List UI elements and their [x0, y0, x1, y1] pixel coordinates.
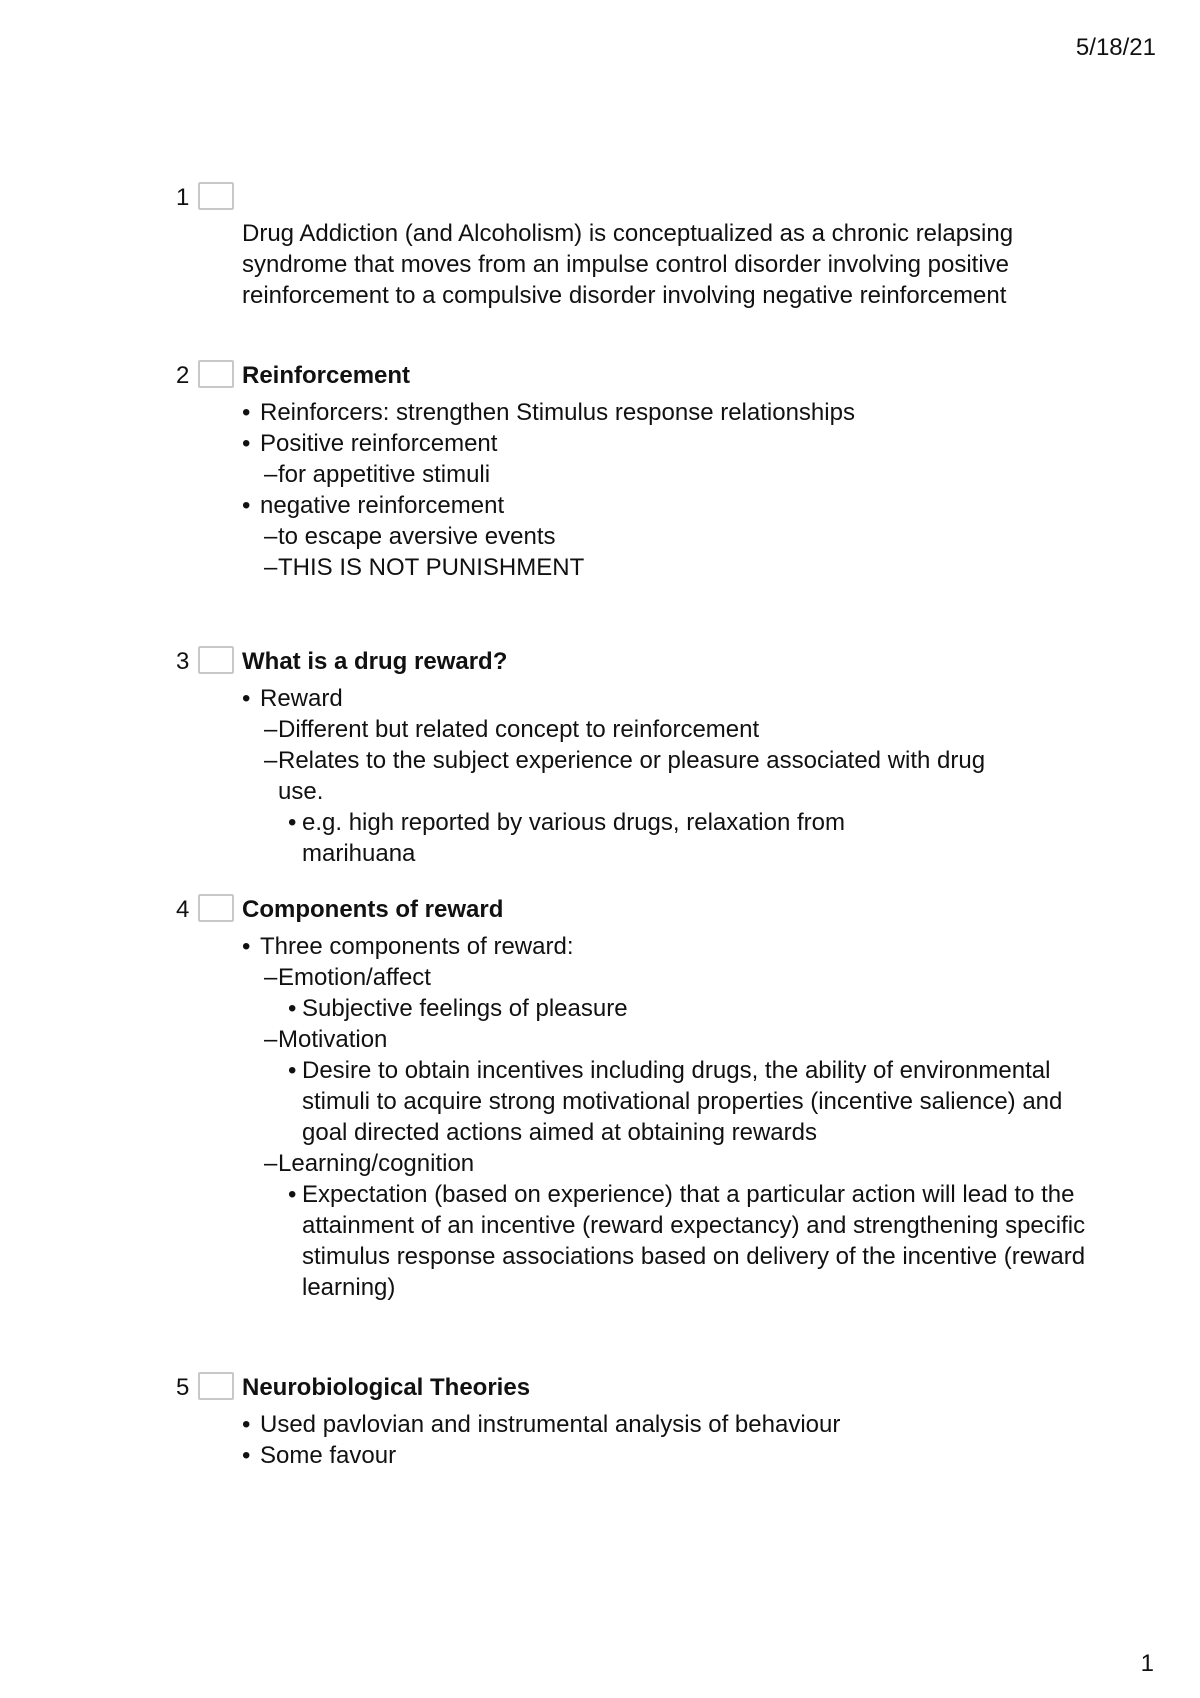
slide-title: Reinforcement: [242, 362, 411, 389]
bullet-item: • Some favour: [242, 1440, 1062, 1471]
slide-thumbnail-checkbox[interactable]: [198, 1372, 234, 1400]
slide-number: 3: [176, 648, 190, 675]
slide-content: [242, 894, 1086, 1303]
slide-title: Components of reward: [242, 896, 504, 923]
bullet-item: • Positive reinforcement: [242, 428, 1062, 459]
sub-sub-bullet-item: • Expectation (based on experience) that a particular action will lead to the attainment of an incentive (reward expectancy) and strengthening specific stimulus response associations based on delivery of the incentive (reward learning): [242, 1179, 1092, 1303]
slide-title: Neurobiological Theories: [242, 1374, 531, 1401]
slide-number: 5: [176, 1374, 190, 1401]
bullet-item: • Reward: [242, 683, 1062, 714]
sub-bullet-item: – Relates to the subject experience or pleasure associated with drug use.: [242, 745, 1018, 807]
slide-number: 2: [176, 362, 190, 389]
sub-bullet-item: – Motivation: [242, 1024, 1062, 1055]
slide-thumbnail-checkbox[interactable]: [198, 360, 234, 388]
sub-sub-bullet-item: • Desire to obtain incentives including drugs, the ability of environmental stimuli to acquire strong motivational properties (incentive salience) and goal directed actions aimed at obtaining rewards: [242, 1055, 1092, 1148]
slide-title: What is a drug reward?: [242, 648, 508, 675]
slide-thumbnail-checkbox[interactable]: [198, 182, 234, 210]
sub-bullet-item: – Emotion/affect: [242, 962, 1062, 993]
sub-bullet-item: – THIS IS NOT PUNISHMENT: [242, 552, 1062, 583]
slide-content: [242, 646, 1062, 869]
slide-content: [242, 1372, 1062, 1471]
slide-thumbnail-checkbox[interactable]: [198, 894, 234, 922]
slide-body-text: Drug Addiction (and Alcoholism) is conceptualized as a chronic relapsing syndrome that moves from an impulse control disorder involving positive reinforcement to a compulsive disorder involving negative reinforcement: [242, 220, 1014, 309]
sub-bullet-item: – to escape aversive events: [242, 521, 1062, 552]
bullet-item: • Three components of reward:: [242, 931, 1062, 962]
slide-content: [242, 218, 1062, 311]
slide-number: 1: [176, 184, 190, 211]
header-date: 5/18/21: [1075, 34, 1156, 61]
sub-bullet-item: – for appetitive stimuli: [242, 459, 1062, 490]
slide-content: [242, 360, 1062, 583]
slide-thumbnail-checkbox[interactable]: [198, 646, 234, 674]
bullet-item: • Used pavlovian and instrumental analysis of behaviour: [242, 1409, 1062, 1440]
sub-bullet-item: – Different but related concept to reinforcement: [242, 714, 1062, 745]
sub-sub-bullet-item: • e.g. high reported by various drugs, relaxation from marihuana: [242, 807, 922, 869]
slide-number: 4: [176, 896, 190, 923]
bullet-item: • negative reinforcement: [242, 490, 1062, 521]
sub-bullet-item: – Learning/cognition: [242, 1148, 1062, 1179]
page-number: 1: [1140, 1650, 1154, 1677]
bullet-item: • Reinforcers: strengthen Stimulus response relationships: [242, 397, 1062, 428]
sub-sub-bullet-item: • Subjective feelings of pleasure: [242, 993, 1062, 1024]
